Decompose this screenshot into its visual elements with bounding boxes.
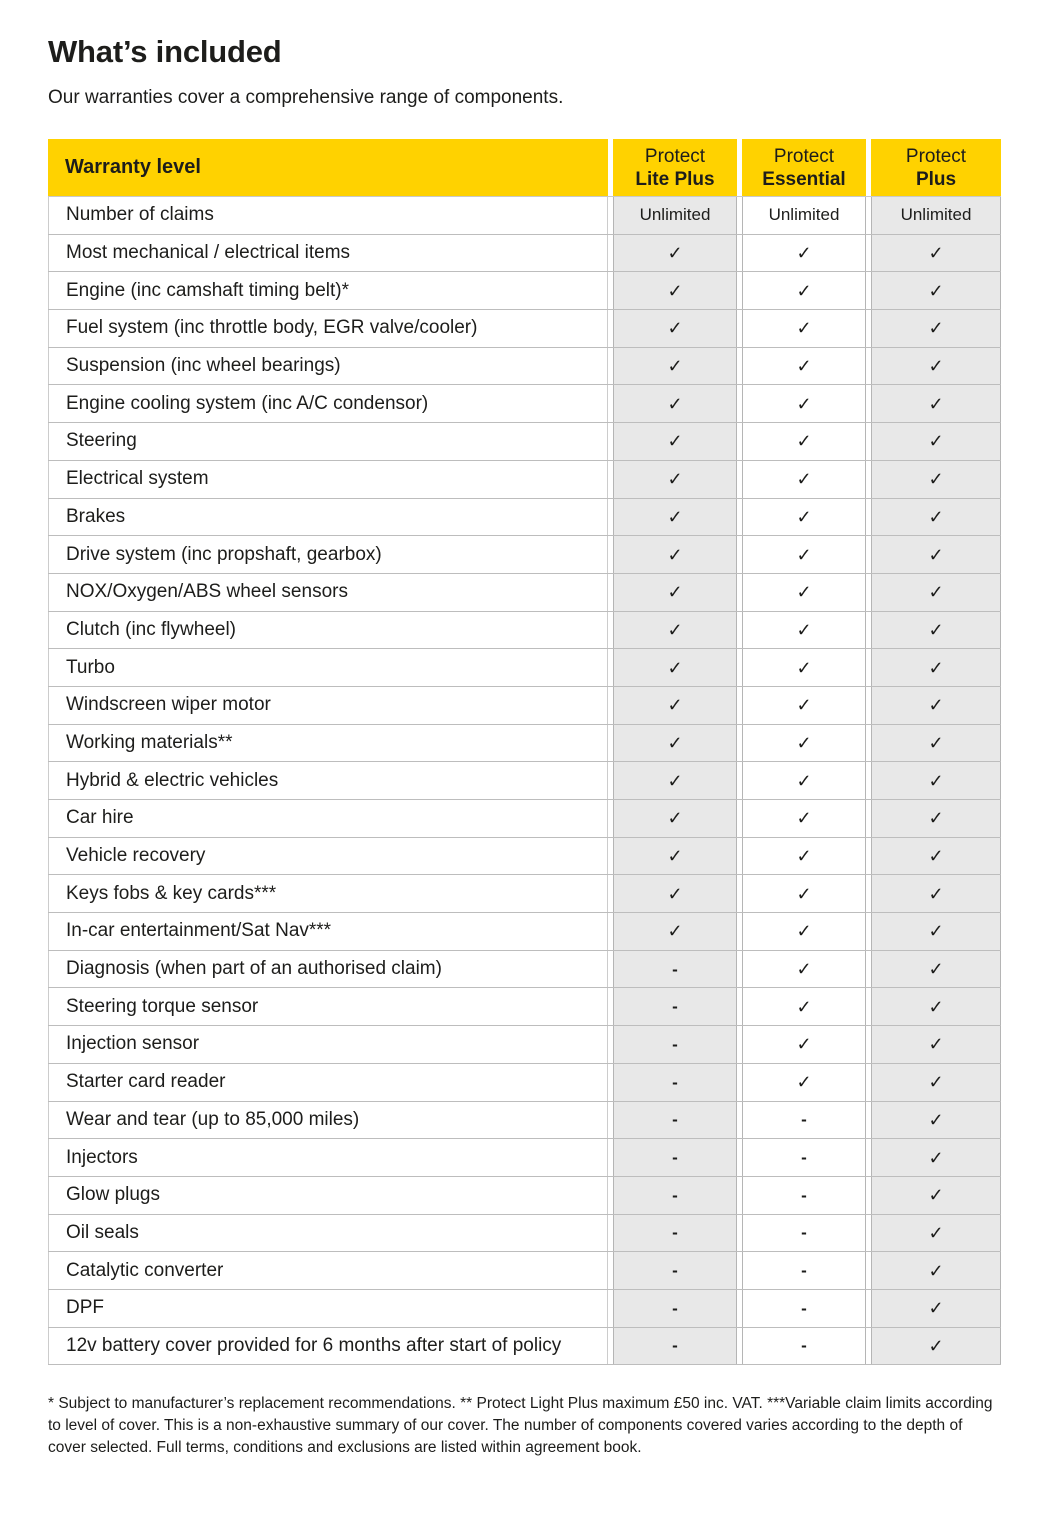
value-cell [742,1102,866,1139]
value-cell [871,1102,1001,1139]
dash-icon: - [801,1298,807,1318]
value-cell [742,348,866,385]
check-icon: ✓ [928,1298,944,1319]
page-title: What’s included [48,34,282,69]
value-cell [613,762,737,799]
value-cell [871,1064,1001,1101]
table-row [48,988,1001,1026]
check-icon: ✓ [796,469,812,490]
table-row [48,536,1001,574]
value-cell [613,649,737,686]
check-icon: ✓ [928,732,944,753]
check-icon: ✓ [928,770,944,791]
row-label: Steering torque sensor [48,988,608,1025]
value-cell [742,499,866,536]
value-cell [871,1215,1001,1252]
header-line2: Lite Plus [635,168,715,190]
row-label: NOX/Oxygen/ABS wheel sensors [48,574,608,611]
check-icon: ✓ [796,582,812,603]
check-icon: ✓ [928,996,944,1017]
value-cell [613,1290,737,1327]
check-icon: ✓ [928,921,944,942]
value-cell [613,875,737,912]
check-icon: ✓ [796,318,812,339]
check-icon: ✓ [667,619,683,640]
value-cell [871,423,1001,460]
check-icon: ✓ [796,544,812,565]
row-label: Windscreen wiper motor [48,687,608,724]
value-cell [871,687,1001,724]
value-cell [613,1102,737,1139]
table-row [48,423,1001,461]
row-label: Brakes [48,499,608,536]
dash-icon: - [672,1148,678,1168]
value-cell [742,800,866,837]
check-icon: ✓ [667,732,683,753]
check-icon: ✓ [796,921,812,942]
dash-icon: - [801,1336,807,1356]
table-row [48,574,1001,612]
value-cell [742,536,866,573]
table-row [48,951,1001,989]
value-cell [742,1026,866,1063]
value-cell [742,197,866,234]
row-label: Suspension (inc wheel bearings) [48,348,608,385]
check-icon: ✓ [667,695,683,716]
value-cell [871,197,1001,234]
value-cell [613,687,737,724]
row-label: Oil seals [48,1215,608,1252]
value-cell [871,649,1001,686]
row-label: Vehicle recovery [48,838,608,875]
header-protect-essential [742,139,866,196]
table-header-row [48,139,1001,196]
dash-icon: - [672,1298,678,1318]
check-icon: ✓ [667,469,683,490]
dash-icon: - [672,1223,678,1243]
value-cell [742,875,866,912]
value-cell [613,235,737,272]
row-label: Number of claims [48,197,608,234]
value-cell [613,1252,737,1289]
row-label: Engine cooling system (inc A/C condensor) [48,385,608,422]
value-cell [871,988,1001,1025]
value-cell [613,1139,737,1176]
row-label: In-car entertainment/Sat Nav*** [48,913,608,950]
header-line1: Protect [773,145,835,167]
value-cell [742,1177,866,1214]
table-row [48,1290,1001,1328]
check-icon: ✓ [667,846,683,867]
value-cell [742,1139,866,1176]
dash-icon: - [672,1110,678,1130]
check-icon: ✓ [667,544,683,565]
row-label: Wear and tear (up to 85,000 miles) [48,1102,608,1139]
header-line1: Protect [644,145,706,167]
header-line2: Plus [915,168,957,190]
value-cell [871,1177,1001,1214]
check-icon: ✓ [928,959,944,980]
dash-icon: - [801,1148,807,1168]
row-label: Diagnosis (when part of an authorised claim) [48,951,608,988]
check-icon: ✓ [928,846,944,867]
value-cell [871,536,1001,573]
check-icon: ✓ [928,1109,944,1130]
dash-icon: - [801,1261,807,1281]
row-label: Injection sensor [48,1026,608,1063]
table-row [48,461,1001,499]
value-cell [871,1328,1001,1365]
check-icon: ✓ [928,1260,944,1281]
value-cell [742,1064,866,1101]
table-body [48,196,1001,1365]
value-cell [742,988,866,1025]
value-cell [613,1026,737,1063]
value-cell [613,423,737,460]
dash-icon: - [672,959,678,979]
row-label: Drive system (inc propshaft, gearbox) [48,536,608,573]
table-row [48,1252,1001,1290]
value-cell [871,875,1001,912]
check-icon: ✓ [667,770,683,791]
value-text: Unlimited [639,205,711,225]
table-row [48,235,1001,273]
row-label: Catalytic converter [48,1252,608,1289]
check-icon: ✓ [667,280,683,301]
check-icon: ✓ [796,431,812,452]
check-icon: ✓ [667,243,683,264]
table-row [48,762,1001,800]
dash-icon: - [801,1110,807,1130]
value-text: Unlimited [900,205,972,225]
value-cell [742,838,866,875]
table-row [48,348,1001,386]
value-cell [871,1290,1001,1327]
header-warranty-level: Warranty level [48,139,608,196]
dash-icon: - [672,1034,678,1054]
value-cell [742,1328,866,1365]
value-cell [871,1026,1001,1063]
value-cell [871,348,1001,385]
value-cell [742,235,866,272]
check-icon: ✓ [667,921,683,942]
value-cell [613,838,737,875]
check-icon: ✓ [928,1034,944,1055]
table-row [48,913,1001,951]
dash-icon: - [672,1336,678,1356]
value-cell [871,725,1001,762]
row-label: 12v battery cover provided for 6 months after start of policy [48,1328,608,1365]
footnote-text: * Subject to manufacturer’s replacement recommendations. ** Protect Light Plus maximum £50 inc. VAT. ***Variable claim limits according to level of cover. This is a non-exhaustive summary of our cover. The number of components covered varies according to the depth of cover selected. Full terms, conditions and exclusions are listed within agreement book. [48,1395,993,1457]
check-icon: ✓ [928,1072,944,1093]
check-icon: ✓ [928,356,944,377]
table-row [48,499,1001,537]
header-protect-plus [871,139,1001,196]
row-label: Keys fobs & key cards*** [48,875,608,912]
dash-icon: - [801,1185,807,1205]
check-icon: ✓ [928,808,944,829]
row-label: Turbo [48,649,608,686]
check-icon: ✓ [667,808,683,829]
row-label: Engine (inc camshaft timing belt)* [48,272,608,309]
table-row [48,310,1001,348]
check-icon: ✓ [928,1147,944,1168]
table-row [48,1064,1001,1102]
table-row [48,385,1001,423]
row-label: Clutch (inc flywheel) [48,612,608,649]
check-icon: ✓ [796,883,812,904]
value-cell [613,988,737,1025]
value-cell [613,385,737,422]
check-icon: ✓ [928,393,944,414]
table-row [48,1177,1001,1215]
value-cell [871,1139,1001,1176]
dash-icon: - [801,1223,807,1243]
table-row [48,1139,1001,1177]
table-row [48,687,1001,725]
warranty-comparison-table [48,139,1001,1365]
check-icon: ✓ [796,619,812,640]
value-cell [871,800,1001,837]
check-icon: ✓ [928,1222,944,1243]
dash-icon: - [672,1072,678,1092]
dash-icon: - [672,1185,678,1205]
value-cell [871,235,1001,272]
value-cell [871,838,1001,875]
check-icon: ✓ [796,243,812,264]
check-icon: ✓ [928,1335,944,1356]
value-cell [871,612,1001,649]
value-cell [613,1215,737,1252]
value-cell [613,499,737,536]
check-icon: ✓ [796,1034,812,1055]
value-text: Unlimited [768,205,840,225]
value-cell [871,461,1001,498]
dash-icon: - [672,997,678,1017]
value-cell [742,1290,866,1327]
check-icon: ✓ [928,619,944,640]
check-icon: ✓ [928,544,944,565]
table-row [48,800,1001,838]
row-label: Starter card reader [48,1064,608,1101]
value-cell [871,385,1001,422]
row-label: Working materials** [48,725,608,762]
check-icon: ✓ [928,657,944,678]
header-line2: Essential [762,168,846,190]
check-icon: ✓ [667,431,683,452]
table-row [48,1215,1001,1253]
value-cell [742,913,866,950]
row-label: Fuel system (inc throttle body, EGR valve/cooler) [48,310,608,347]
check-icon: ✓ [796,393,812,414]
value-cell [871,499,1001,536]
value-cell [742,762,866,799]
table-row [48,612,1001,650]
check-icon: ✓ [928,1185,944,1206]
dash-icon: - [672,1261,678,1281]
value-cell [871,951,1001,988]
value-cell [871,1252,1001,1289]
check-icon: ✓ [667,657,683,678]
value-cell [871,310,1001,347]
value-cell [742,272,866,309]
check-icon: ✓ [928,318,944,339]
check-icon: ✓ [796,959,812,980]
table-row [48,1328,1001,1366]
value-cell [871,574,1001,611]
value-cell [742,725,866,762]
table-row [48,875,1001,913]
check-icon: ✓ [796,808,812,829]
row-label: Glow plugs [48,1177,608,1214]
value-cell [742,951,866,988]
check-icon: ✓ [928,280,944,301]
check-icon: ✓ [667,318,683,339]
row-label: DPF [48,1290,608,1327]
value-cell [613,1328,737,1365]
check-icon: ✓ [796,280,812,301]
check-icon: ✓ [796,506,812,527]
check-icon: ✓ [796,356,812,377]
check-icon: ✓ [796,732,812,753]
value-cell [613,612,737,649]
table-row [48,197,1001,235]
value-cell [613,1064,737,1101]
value-cell [742,612,866,649]
table-row [48,1026,1001,1064]
table-row [48,838,1001,876]
row-label: Electrical system [48,461,608,498]
check-icon: ✓ [928,243,944,264]
value-cell [613,197,737,234]
value-cell [742,461,866,498]
check-icon: ✓ [796,846,812,867]
value-cell [742,423,866,460]
value-cell [613,800,737,837]
value-cell [613,1177,737,1214]
value-cell [742,649,866,686]
check-icon: ✓ [796,657,812,678]
check-icon: ✓ [796,770,812,791]
value-cell [871,913,1001,950]
check-icon: ✓ [667,506,683,527]
value-cell [742,1215,866,1252]
value-cell [742,1252,866,1289]
check-icon: ✓ [796,996,812,1017]
check-icon: ✓ [667,356,683,377]
check-icon: ✓ [667,582,683,603]
value-cell [613,725,737,762]
value-cell [742,687,866,724]
value-cell [742,385,866,422]
table-row [48,725,1001,763]
value-cell [871,272,1001,309]
value-cell [613,536,737,573]
check-icon: ✓ [928,469,944,490]
check-icon: ✓ [928,695,944,716]
header-protect-lite-plus [613,139,737,196]
value-cell [613,461,737,498]
row-label: Injectors [48,1139,608,1176]
check-icon: ✓ [796,1072,812,1093]
row-label: Steering [48,423,608,460]
table-row [48,1102,1001,1140]
value-cell [613,574,737,611]
check-icon: ✓ [667,883,683,904]
table-row [48,272,1001,310]
header-line1: Protect [905,145,967,167]
value-cell [613,272,737,309]
value-cell [613,951,737,988]
check-icon: ✓ [796,695,812,716]
check-icon: ✓ [667,393,683,414]
value-cell [613,310,737,347]
row-label: Hybrid & electric vehicles [48,762,608,799]
check-icon: ✓ [928,582,944,603]
check-icon: ✓ [928,506,944,527]
row-label: Car hire [48,800,608,837]
table-row [48,649,1001,687]
page-subtitle: Our warranties cover a comprehensive range of components. [48,87,564,108]
value-cell [742,574,866,611]
value-cell [871,762,1001,799]
value-cell [613,348,737,385]
value-cell [613,913,737,950]
row-label: Most mechanical / electrical items [48,235,608,272]
check-icon: ✓ [928,431,944,452]
check-icon: ✓ [928,883,944,904]
value-cell [742,310,866,347]
